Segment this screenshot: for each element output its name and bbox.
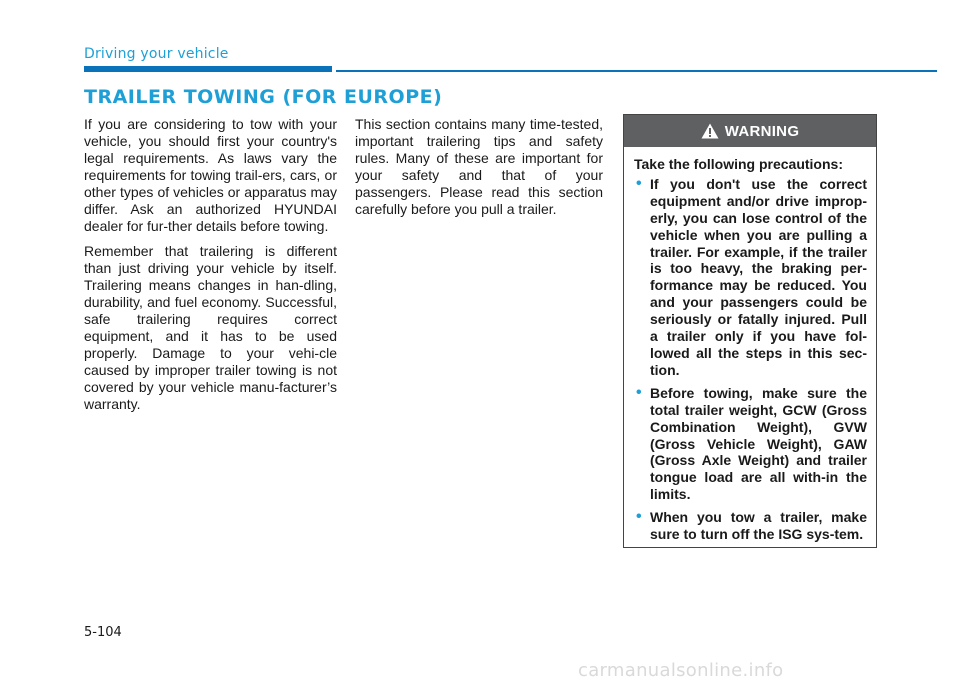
warning-header	[624, 115, 876, 147]
warning-item-text: Before towing, make sure the total trailer weight, GCW (Gross Combination Weight), GVW (Gross Vehicle Weight), GAW (Gross Axle Weight) and trailer tongue load are all with-in the limits.	[650, 384, 867, 503]
warning-list	[634, 176, 867, 543]
header-rule-thick	[84, 66, 332, 72]
text-column-1	[84, 116, 337, 421]
page-title: TRAILER TOWING (FOR EUROPE)	[84, 86, 443, 108]
paragraph: Remember that trailering is different than just driving your vehicle by itself. Trailering means changes in han-dling, durability, and fuel economy. Successful, safe trailering requires correct equipment, and it has to be used properly. Damage to your vehi-cle caused by improper trailer towing is not covered by your vehicle manu-facturer’s warranty.	[84, 243, 337, 412]
warning-triangle-icon	[701, 123, 719, 139]
bullet-icon: •	[636, 508, 642, 526]
warning-item	[634, 509, 867, 543]
watermark: carmanualsonline.info	[578, 660, 784, 681]
text-column-2	[355, 116, 603, 226]
warning-box	[623, 114, 877, 548]
page-number: 5-104	[84, 625, 122, 640]
warning-item-text: When you tow a trailer, make sure to turn off the ISG sys-tem.	[650, 509, 867, 543]
warning-title: WARNING	[724, 122, 800, 140]
warning-item-text: If you don't use the correct equipment and/or drive improp-erly, you can lose control of the vehicle when you are pulling a trailer. For example, if the trailer is too heavy, the braking per-formance may be reduced. You and your passengers could be seriously or fatally injured. Pull a trailer only if you have fol-lowed all the steps in this sec-tion.	[650, 175, 867, 378]
warning-item	[634, 385, 867, 503]
bullet-icon: •	[636, 383, 642, 401]
warning-intro: Take the following precautions:	[634, 156, 843, 172]
warning-body	[624, 147, 876, 543]
section-header: Driving your vehicle	[84, 46, 229, 62]
header-rule-thin	[336, 70, 937, 72]
paragraph: This section contains many time-tested, important trailering tips and safety rules. Many of these are important for your safety and that of your passengers. Please read this section carefully before you pull a trailer.	[355, 116, 603, 217]
warning-item	[634, 176, 867, 379]
bullet-icon: •	[636, 174, 642, 192]
paragraph: If you are considering to tow with your vehicle, you should first your country's legal requirements. As laws vary the requirements for towing trail-ers, cars, or other types of vehicles or apparatus may differ. Ask an authorized HYUNDAI dealer for fur-ther details before towing.	[84, 116, 337, 234]
